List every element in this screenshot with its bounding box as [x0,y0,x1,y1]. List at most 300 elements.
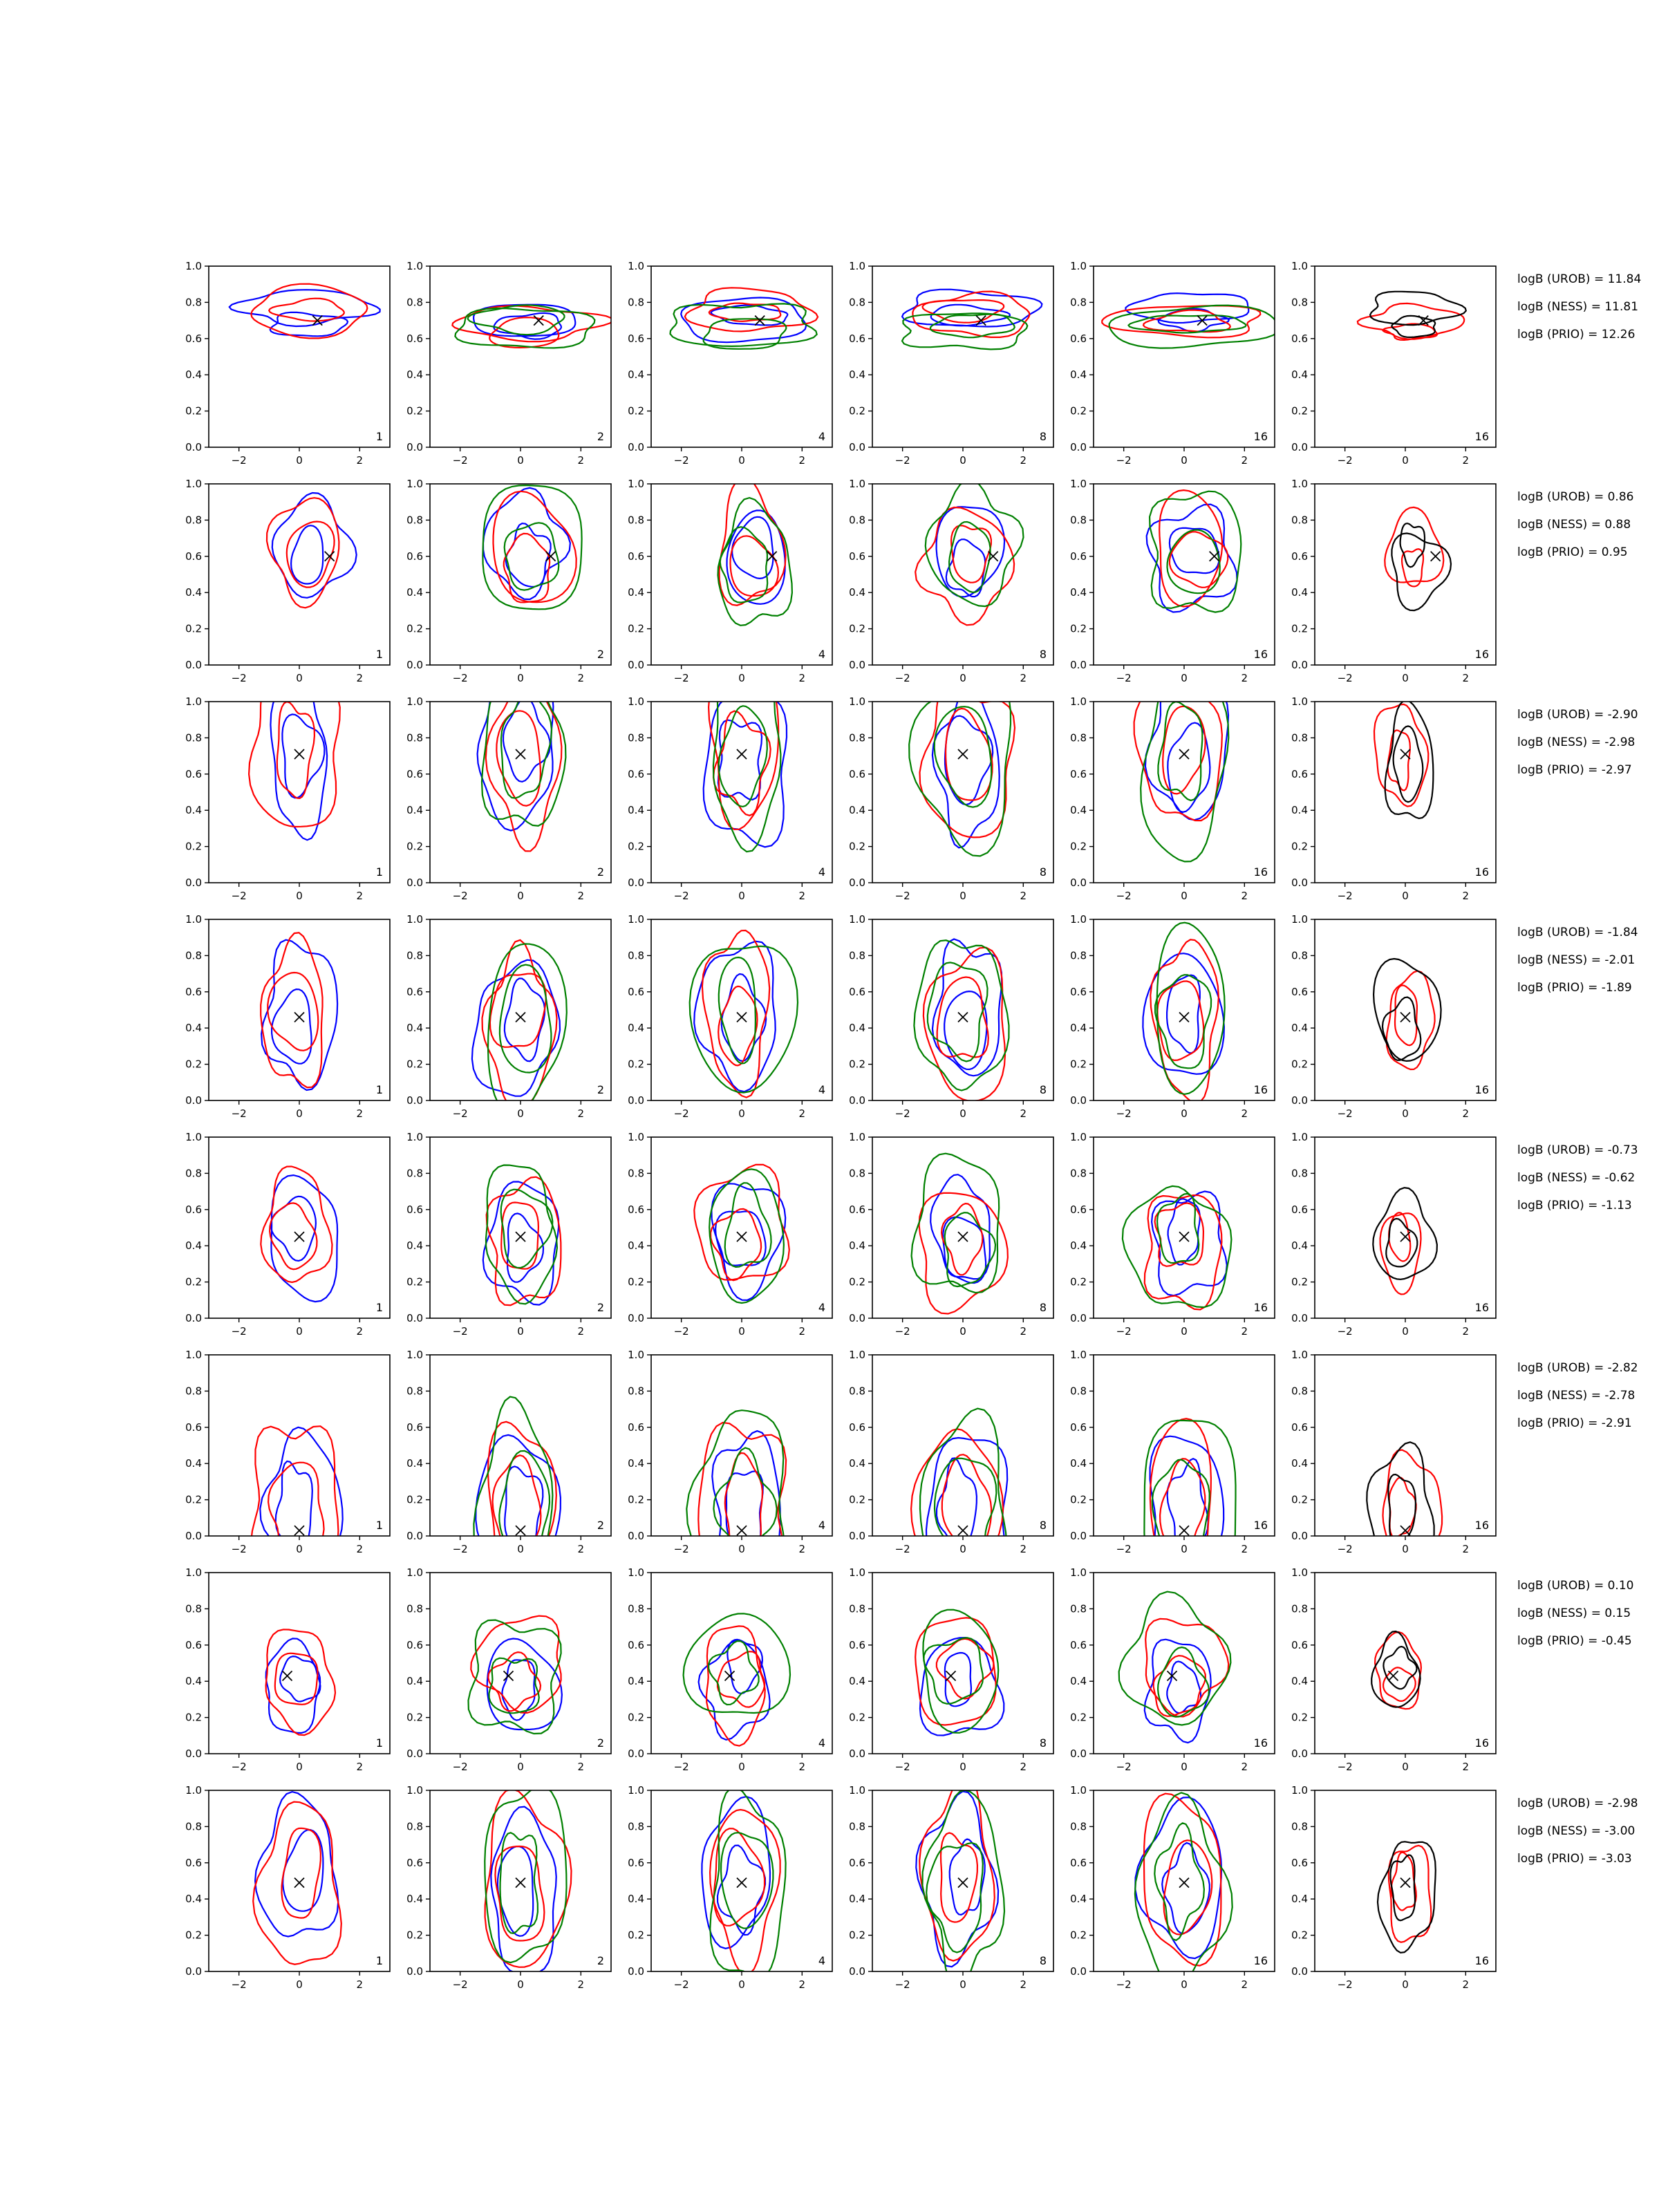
y-tick-label: 0.4 [1070,368,1087,382]
y-tick-label: 1.0 [185,1349,202,1361]
axes-frame [1315,1790,1496,1971]
y-tick-label: 0.8 [849,731,865,744]
contours [1123,1186,1232,1310]
y-tick-label: 0.6 [849,550,865,563]
y-tick-label: 0.4 [185,368,202,382]
panel-label: 2 [597,865,604,879]
contours [1119,1592,1231,1743]
panel-label: 1 [375,1083,383,1096]
contours [452,305,612,348]
contour-ness-level-1 [1159,490,1222,606]
y-tick-label: 0.2 [628,840,644,853]
truth-marker [516,749,525,759]
y-tick-label: 0.0 [628,1530,644,1542]
panel-r1-c5 [1070,260,1279,467]
row-7 [185,1566,1633,1773]
x-tick-label: 2 [577,1325,585,1338]
panel-label: 8 [1039,1954,1047,1967]
contour-prio-level-2 [924,1638,983,1704]
contours [1373,1188,1437,1294]
y-tick-label: 0.0 [1070,441,1087,453]
y-tick-label: 0.2 [1070,1929,1087,1942]
y-tick-label: 0.8 [185,1167,202,1180]
panel-label: 16 [1253,1519,1268,1532]
y-tick-label: 0.8 [1291,731,1308,744]
y-tick-label: 0.0 [185,1747,202,1760]
panel-label: 4 [818,430,825,443]
contour-ness-level-1 [486,673,562,852]
panel-r6-c2 [406,1349,611,1615]
contours [914,939,1009,1101]
contours [253,1792,341,1965]
contour-ness-level-1 [1383,1450,1443,1568]
axes-frame [651,484,832,665]
y-tick-label: 0.0 [1291,1747,1308,1760]
axes-frame [651,702,832,883]
y-tick-label: 0.0 [628,441,644,453]
panel-label: 16 [1474,648,1489,661]
x-tick-label: −2 [894,1543,910,1555]
x-tick-label: 2 [1462,1325,1470,1338]
truth-marker [1179,1526,1189,1535]
logb-annotation: logB (NESS) = -0.62 [1517,1171,1635,1185]
contour-prio-level-1 [1141,664,1228,861]
truth-marker [767,552,777,561]
y-tick-label: 0.4 [1070,1675,1087,1688]
panel-label: 2 [597,1301,604,1314]
y-tick-label: 0.0 [1070,1530,1087,1542]
y-tick-label: 0.8 [1291,1602,1308,1615]
y-tick-label: 0.8 [628,949,644,962]
panel-r2-c5 [1070,478,1275,684]
x-tick-label: −2 [452,1543,468,1555]
y-tick-label: 0.0 [849,441,865,453]
x-tick-label: −2 [1337,1978,1353,1991]
y-tick-label: 0.4 [185,586,202,599]
contours [1143,923,1224,1103]
contour-ness-level-1 [920,675,1015,837]
x-tick-label: 2 [798,672,806,684]
x-tick-label: 0 [296,1761,303,1773]
panel-label: 1 [375,1736,383,1750]
contours [472,940,567,1116]
y-tick-label: 1.0 [849,1784,865,1797]
axes-frame [651,1137,832,1318]
panel-label: 2 [597,648,604,661]
y-tick-label: 0.2 [849,622,865,635]
logb-annotation: logB (PRIO) = -2.97 [1517,763,1632,777]
y-tick-label: 1.0 [1291,1566,1308,1579]
y-tick-label: 0.6 [1070,767,1087,780]
y-tick-label: 0.6 [628,985,644,998]
x-tick-label: 0 [1402,1107,1409,1120]
y-tick-label: 0.4 [1291,368,1308,382]
contour-urob-level-2 [1159,309,1229,332]
y-tick-label: 1.0 [406,695,423,708]
contour-prio-level-1 [1119,1592,1231,1725]
y-tick-label: 0.4 [185,1239,202,1253]
x-tick-label: 2 [1020,1978,1027,1991]
y-tick-label: 0.2 [185,840,202,853]
truth-marker [516,1878,525,1888]
panel-r8-c4 [849,1775,1053,1991]
y-tick-label: 0.2 [185,1929,202,1942]
y-tick-label: 0.4 [1291,1893,1308,1906]
panel-label: 8 [1039,648,1047,661]
contour-ness-level-1 [698,1423,786,1591]
panel-r1-c1 [185,260,390,467]
y-tick-label: 1.0 [406,1349,423,1361]
y-tick-label: 0.8 [849,1167,865,1180]
y-tick-label: 0.6 [849,1203,865,1216]
truth-marker [294,1878,304,1888]
axes-frame [872,919,1053,1100]
x-tick-label: 2 [1241,890,1248,902]
panel-r4-c4 [849,913,1053,1120]
axes-frame [1315,702,1496,883]
y-tick-label: 0.4 [1291,586,1308,599]
x-tick-label: 0 [1402,890,1409,902]
x-tick-label: 2 [356,1325,364,1338]
y-tick-label: 1.0 [406,1784,423,1797]
x-tick-label: 0 [738,1543,745,1555]
panel-r8-c3 [628,1784,832,1991]
panel-r2-c6 [1291,478,1496,684]
y-tick-label: 0.2 [406,1711,423,1724]
panel-label: 16 [1474,1736,1489,1750]
x-tick-label: 0 [959,1978,966,1991]
panel-r7-c1 [185,1566,390,1773]
truth-marker [737,1232,747,1241]
y-tick-label: 0.8 [185,514,202,527]
y-tick-label: 1.0 [628,1784,644,1797]
y-tick-label: 0.4 [849,1675,865,1688]
truth-marker [958,1526,968,1535]
panel-label: 8 [1039,1736,1047,1750]
y-tick-label: 1.0 [185,913,202,926]
axes-frame [209,1355,390,1536]
contours [1378,1841,1436,1953]
axes-frame [872,702,1053,883]
y-tick-label: 0.4 [628,1893,644,1906]
y-tick-label: 0.8 [1291,949,1308,962]
y-tick-label: 0.4 [628,586,644,599]
y-tick-label: 0.8 [406,1167,423,1180]
panel-r4-c6 [1291,913,1496,1120]
y-tick-label: 0.0 [849,1747,865,1760]
x-tick-label: −2 [452,890,468,902]
y-tick-label: 0.8 [1070,296,1087,309]
contours [704,644,787,852]
y-tick-label: 0.8 [185,731,202,744]
x-tick-label: −2 [673,1107,689,1120]
contour-ness-level-1 [911,1429,1003,1588]
x-tick-label: 2 [798,1543,806,1555]
x-tick-label: 0 [1181,1761,1188,1773]
x-tick-label: 2 [1020,1543,1027,1555]
y-tick-label: 0.8 [185,1820,202,1833]
x-tick-label: 0 [959,1543,966,1555]
x-tick-label: 0 [517,1325,524,1338]
panel-r5-c6 [1291,1131,1496,1338]
x-tick-label: 0 [1402,454,1409,467]
logb-annotation: logB (UROB) = 0.86 [1517,490,1634,504]
y-tick-label: 0.6 [1291,1638,1308,1651]
y-tick-label: 0.0 [1070,1094,1087,1107]
logb-annotation: logB (NESS) = 11.81 [1517,300,1639,314]
contour-urob-level-2 [727,1471,763,1549]
x-tick-label: −2 [452,1107,468,1120]
x-tick-label: −2 [231,890,247,902]
y-tick-label: 0.2 [628,1711,644,1724]
y-tick-label: 0.4 [1291,1675,1308,1688]
y-tick-label: 0.6 [628,1203,644,1216]
truth-marker [534,316,543,326]
contour-urob-level-2 [272,989,312,1064]
y-tick-label: 0.6 [406,1638,423,1651]
panel-label: 16 [1474,430,1489,443]
axes-frame [872,266,1053,447]
y-tick-label: 0.2 [628,1929,644,1942]
x-tick-label: −2 [673,1978,689,1991]
y-tick-label: 1.0 [1291,478,1308,490]
truth-marker [294,1526,304,1535]
contour-ness-level-1 [709,671,778,830]
x-tick-label: −2 [673,672,689,684]
logb-annotation: logB (NESS) = -2.78 [1517,1389,1635,1403]
axes-frame [651,919,832,1100]
y-tick-label: 0.8 [1070,1385,1087,1398]
x-tick-label: 0 [1181,1107,1188,1120]
contour-urob-level-1 [260,1427,342,1595]
truth-marker [1389,1671,1398,1680]
y-tick-label: 0.4 [849,586,865,599]
y-tick-label: 0.2 [1070,1493,1087,1506]
axes-frame [430,1355,611,1536]
contours [686,1410,786,1605]
contour-ness-level-1 [251,1426,339,1592]
y-tick-label: 0.2 [406,1929,423,1942]
y-tick-label: 0.8 [1291,1385,1308,1398]
x-tick-label: −2 [673,1543,689,1555]
x-tick-label: −2 [452,1978,468,1991]
y-tick-label: 0.2 [406,1058,423,1071]
x-tick-label: −2 [673,1761,689,1773]
y-tick-label: 0.2 [1070,1275,1087,1288]
x-tick-label: −2 [894,1325,910,1338]
x-tick-label: 2 [577,1978,585,1991]
panel-label: 1 [375,1301,383,1314]
y-tick-label: 0.2 [185,1711,202,1724]
y-tick-label: 0.0 [185,1312,202,1324]
contours [718,478,792,626]
y-tick-label: 0.8 [1291,1167,1308,1180]
logb-annotation: logB (UROB) = -0.73 [1517,1143,1638,1157]
logb-annotation: logB (UROB) = -2.98 [1517,1797,1638,1810]
x-tick-label: −2 [1116,1107,1132,1120]
row-8 [185,1775,1638,1991]
y-tick-label: 0.6 [1291,1421,1308,1434]
x-tick-label: 2 [1462,672,1470,684]
panel-label: 16 [1474,1954,1489,1967]
contour-ness-level-2 [275,1653,318,1705]
y-tick-label: 0.2 [1291,404,1308,418]
y-tick-label: 0.2 [628,1058,644,1071]
contour-urob-level-2 [291,525,323,583]
y-tick-label: 0.2 [1291,622,1308,635]
contours [694,1165,789,1303]
y-tick-label: 0.8 [406,731,423,744]
y-tick-label: 0.2 [628,622,644,635]
y-tick-label: 0.6 [185,1203,202,1216]
panel-r2-c4 [849,478,1053,684]
panel-r7-c4 [849,1566,1053,1773]
panel-label: 1 [375,865,383,879]
y-tick-label: 0.6 [185,332,202,345]
panel-label: 2 [597,1736,604,1750]
logb-annotation: logB (NESS) = 0.15 [1517,1606,1631,1620]
y-tick-label: 0.6 [849,332,865,345]
x-tick-label: 2 [1462,1761,1470,1773]
y-tick-label: 1.0 [849,695,865,708]
contour-last-level-1 [1367,1442,1434,1567]
y-tick-label: 0.6 [1291,550,1308,563]
panel-r8-c6 [1291,1784,1496,1991]
y-tick-label: 0.2 [849,1493,865,1506]
panel-r6-c6 [1291,1349,1496,1567]
contours [1147,490,1241,612]
contours [267,493,357,608]
y-tick-label: 0.4 [406,368,423,382]
axes-frame [209,484,390,665]
contours [229,284,380,339]
y-tick-label: 1.0 [1070,478,1087,490]
y-tick-label: 0.8 [406,1820,423,1833]
x-tick-label: 0 [1402,1543,1409,1555]
y-tick-label: 0.0 [849,1530,865,1542]
contours [915,480,1023,625]
y-tick-label: 1.0 [185,260,202,272]
y-tick-label: 0.0 [1070,659,1087,671]
panel-r4-c5 [1070,913,1275,1120]
y-tick-label: 0.6 [406,1856,423,1869]
y-tick-label: 0.0 [406,1312,423,1324]
y-tick-label: 1.0 [1070,1131,1087,1143]
y-tick-label: 0.0 [1291,1094,1308,1107]
contour-ness-level-1 [924,948,1005,1101]
panel-r4-c2 [406,913,611,1120]
y-tick-label: 0.0 [628,1747,644,1760]
x-tick-label: 0 [1402,1325,1409,1338]
panel-label: 4 [818,1954,825,1967]
contours [485,1785,571,1973]
y-tick-label: 0.6 [1070,550,1087,563]
y-tick-label: 0.2 [1070,840,1087,853]
x-tick-label: 0 [296,1107,303,1120]
truth-marker [1400,749,1410,759]
contour-urob-level-1 [712,1431,780,1581]
y-tick-label: 0.8 [185,949,202,962]
panel-label: 4 [818,865,825,879]
y-tick-label: 0.0 [185,877,202,889]
contour-ness-level-1 [1150,939,1219,1103]
y-tick-label: 0.6 [1291,1203,1308,1216]
y-tick-label: 1.0 [628,1131,644,1143]
panel-r4-c1 [185,913,390,1120]
y-tick-label: 0.8 [628,1167,644,1180]
x-tick-label: 0 [959,1107,966,1120]
x-tick-label: −2 [1337,1325,1353,1338]
y-tick-label: 1.0 [1291,695,1308,708]
axes-frame [209,1137,390,1318]
x-tick-label: 0 [296,454,303,467]
contour-ness-level-2 [1143,310,1230,332]
x-tick-label: 0 [959,1325,966,1338]
contour-ness-level-2 [490,974,546,1047]
y-tick-label: 0.6 [185,985,202,998]
axes-frame [1094,1790,1275,1971]
y-tick-label: 0.2 [849,404,865,418]
y-tick-label: 0.2 [628,1275,644,1288]
y-tick-label: 0.2 [1291,1275,1308,1288]
x-tick-label: −2 [1116,1761,1132,1773]
y-tick-label: 0.8 [406,514,423,527]
panel-r6-c5 [1070,1349,1275,1608]
y-tick-label: 1.0 [1070,1566,1087,1579]
y-tick-label: 0.4 [849,1457,865,1470]
contour-prio-level-2 [935,706,992,807]
contours [469,1616,562,1734]
contour-last-level-1 [1374,959,1441,1061]
axes-frame [651,1790,832,1971]
x-tick-label: 0 [517,1761,524,1773]
contour-urob-level-1 [255,1792,338,1936]
row-5 [185,1131,1638,1338]
contour-ness-level-2 [1383,1667,1416,1701]
axes-frame [209,1573,390,1754]
y-tick-label: 0.8 [849,1820,865,1833]
y-tick-label: 0.4 [406,1675,423,1688]
contours [909,667,1015,856]
contours [266,1629,335,1735]
y-tick-label: 0.0 [1291,1965,1308,1978]
y-tick-label: 0.6 [185,550,202,563]
y-tick-label: 0.8 [1070,1602,1087,1615]
x-tick-label: 2 [798,1325,806,1338]
axes-frame [209,702,390,883]
contour-last-level-2 [1400,523,1425,567]
panel-label: 16 [1253,1301,1268,1314]
y-tick-label: 0.4 [406,1893,423,1906]
axes-frame [1094,919,1275,1100]
logb-annotation: logB (PRIO) = -3.03 [1517,1852,1632,1866]
panel-label: 16 [1474,865,1489,879]
contour-ness-level-2 [269,299,344,321]
contours [1144,1418,1235,1607]
panel-label: 1 [375,1519,383,1532]
axes-frame [430,919,611,1100]
contours [902,290,1042,350]
x-tick-label: 0 [517,1978,524,1991]
x-tick-label: 0 [959,890,966,902]
y-tick-label: 0.2 [185,1493,202,1506]
contour-urob-level-2 [506,523,551,587]
y-tick-label: 0.2 [1291,840,1308,853]
panel-label: 2 [597,1519,604,1532]
contours [915,1610,1004,1736]
contour-prio-level-1 [909,667,1011,856]
y-tick-label: 0.8 [628,514,644,527]
